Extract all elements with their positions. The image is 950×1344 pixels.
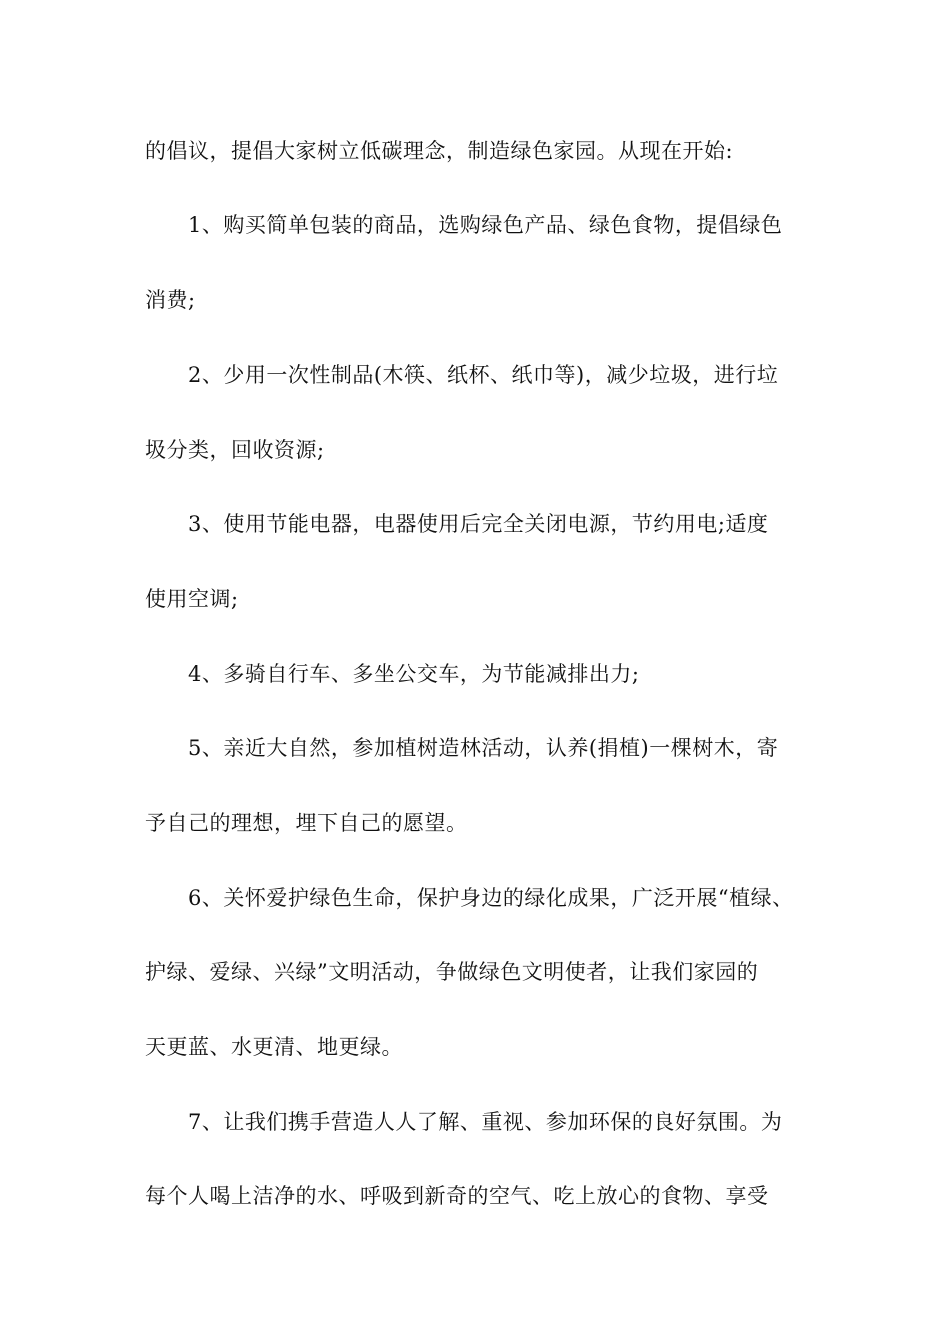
text-line-12: 护绿、爱绿、兴绿”文明活动，争做绿色文明使者，让我们家园的 <box>145 960 759 984</box>
text-line-4: 2、少用一次性制品(木筷、纸杯、纸巾等)，减少垃圾，进行垃 <box>188 363 779 387</box>
text-line-13: 天更蓝、水更清、地更绿。 <box>145 1035 403 1059</box>
text-line-1: 的倡议，提倡大家树立低碳理念，制造绿色家园。从现在开始: <box>145 139 734 163</box>
text-line-3: 消费; <box>145 288 196 312</box>
text-line-5: 圾分类，回收资源; <box>145 438 325 462</box>
text-line-15: 每个人喝上洁净的水、呼吸到新奇的空气、吃上放心的食物、享受 <box>145 1184 769 1208</box>
text-line-8: 4、多骑自行车、多坐公交车，为节能减排出力; <box>188 662 640 686</box>
text-line-2: 1、购买简单包装的商品，选购绿色产品、绿色食物，提倡绿色 <box>188 213 783 237</box>
text-line-9: 5、亲近大自然，参加植树造林活动，认养(捐植)一棵树木，寄 <box>188 736 779 760</box>
text-line-10: 予自己的理想，埋下自己的愿望。 <box>145 811 468 835</box>
text-line-6: 3、使用节能电器，电器使用后完全关闭电源，节约用电;适度 <box>188 512 769 536</box>
text-line-11: 6、关怀爱护绿色生命，保护身边的绿化成果，广泛开展“植绿、 <box>188 886 794 910</box>
text-line-7: 使用空调; <box>145 587 239 611</box>
text-line-14: 7、让我们携手营造人人了解、重视、参加环保的良好氛围。为 <box>188 1110 783 1134</box>
